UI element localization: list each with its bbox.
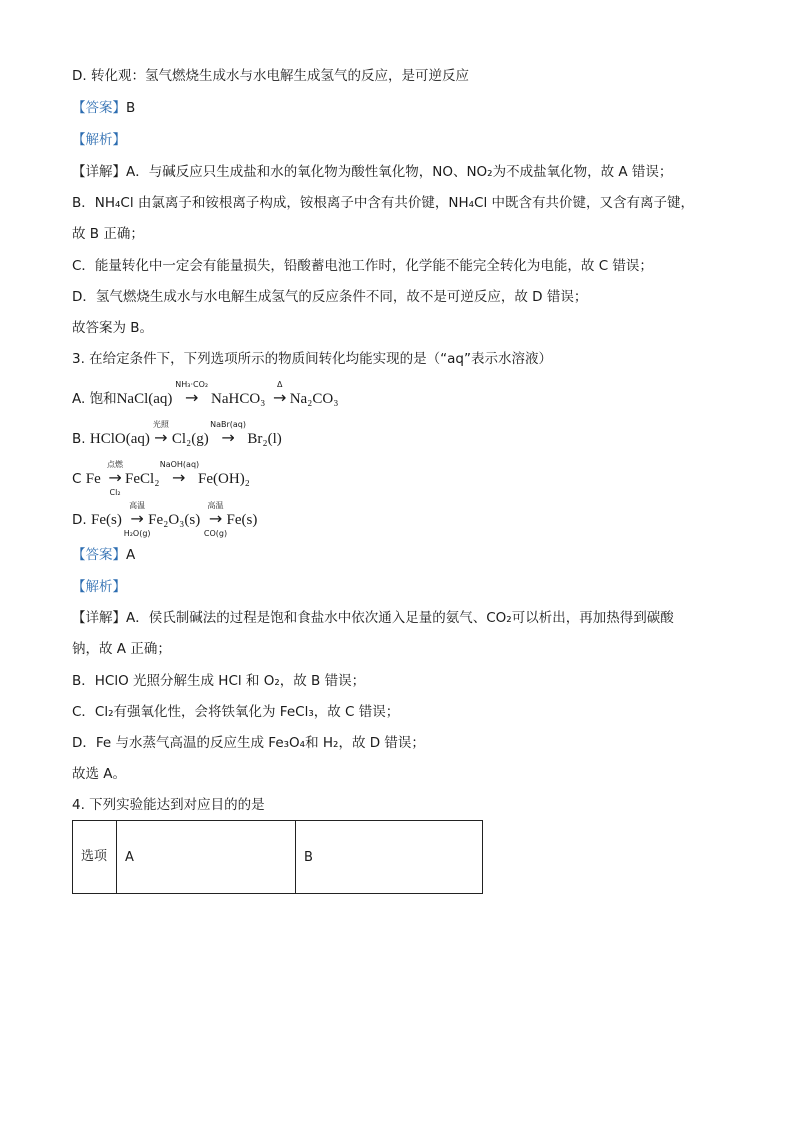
q3-answer: [72, 545, 135, 565]
answer-value: B: [126, 100, 136, 116]
condition-1: 点燃: [107, 460, 124, 469]
q3-explain-d: D．Fe 与水蒸气高温的反应生成 Fe₃O₄和 H₂，故 D 错误；: [72, 735, 425, 751]
species-2: FeCl₂: [125, 471, 160, 487]
arrow-1: 高温 → H₂O(g): [126, 509, 148, 530]
q2-conclusion: 故答案为 B。: [72, 320, 154, 336]
arrow-1: 点燃 → Cl₂: [105, 468, 125, 489]
condition-2-below: CO(g): [203, 529, 228, 538]
table-row: [73, 821, 483, 894]
q3-option-b: [72, 420, 282, 449]
species-3: Na₂CO₃: [289, 391, 339, 407]
condition-1: 光照: [152, 420, 169, 429]
option-label: C: [72, 471, 82, 487]
q2-analysis-label: 【解析】: [72, 132, 126, 148]
detail-label: 【详解】: [72, 610, 126, 626]
condition-1-below: H₂O(g): [123, 529, 151, 538]
arrow-2: NaOH(aq) →: [164, 468, 194, 489]
species-1: NaCl(aq): [116, 391, 173, 407]
q3-explain-a-cont: 钠，故 A 正确；: [72, 641, 171, 657]
condition-2: 高温: [207, 501, 224, 510]
answer-label: 【答案】: [72, 547, 126, 563]
species-3: Br₂(l): [247, 431, 282, 447]
q4-stem: 4. 下列实验能达到对应目的的是: [72, 797, 265, 813]
q3-option-a: [72, 380, 339, 409]
table-header-a: A: [117, 821, 296, 894]
detail-label: 【详解】: [72, 164, 126, 180]
explain-text: A．与碱反应只生成盐和水的氧化物为酸性氧化物，NO、NO₂为不成盐氧化物，故 A 错误；: [126, 164, 673, 180]
q2-answer: [72, 98, 135, 118]
condition-2: NaOH(aq): [159, 460, 200, 469]
condition-1: 高温: [129, 501, 146, 510]
species-1: Fe: [85, 471, 101, 487]
arrow-2: Δ →: [270, 388, 290, 409]
species-3: Fe(s): [226, 512, 258, 528]
q3-conclusion: 故选 A。: [72, 766, 127, 782]
table-header-b: B: [296, 821, 483, 894]
arrow-2: 高温 → CO(g): [205, 509, 227, 530]
condition-1-below: Cl₂: [109, 488, 121, 497]
option-label: B.: [72, 431, 86, 447]
option-prefix: 饱和: [89, 391, 117, 407]
q2-option-d: D. 转化观：氢气燃烧生成水与水电解生成氢气的反应，是可逆反应: [72, 68, 469, 84]
q3-explain-c: C．Cl₂有强氧化性，会将铁氧化为 FeCl₃，故 C 错误；: [72, 704, 400, 720]
arrow-2: NaBr(aq) →: [213, 428, 243, 449]
species-2: Cl₂(g): [171, 431, 209, 447]
condition-1: NH₃·CO₂: [175, 380, 209, 389]
q2-explain-d: D．氢气燃烧生成水与水电解生成氢气的反应条件不同，故不是可逆反应，故 D 错误；: [72, 289, 588, 305]
q3-explain-b: B．HClO 光照分解生成 HCl 和 O₂，故 B 错误；: [72, 673, 366, 689]
arrow-1: 光照 →: [150, 428, 172, 449]
q3-analysis-label: 【解析】: [72, 579, 126, 595]
q4-options-table: [72, 820, 483, 894]
q3-stem: 3. 在给定条件下，下列选项所示的物质间转化均能实现的是（“aq”表示水溶液）: [72, 351, 553, 367]
species-2: Fe₂O₃(s): [148, 512, 201, 528]
species-2: NaHCO₃: [211, 391, 266, 407]
species-1: HClO(aq): [89, 431, 150, 447]
q3-option-c: [72, 460, 250, 497]
q2-explain-b-cont: 故 B 正确；: [72, 226, 144, 242]
table-header-option: 选项: [73, 821, 117, 894]
explain-text: A．侯氏制碱法的过程是饱和食盐水中依次通入足量的氨气、CO₂可以析出，再加热得到碳酸: [126, 610, 674, 626]
q3-explain-a: [72, 608, 674, 628]
q3-option-d: [72, 501, 258, 538]
arrow-1: NH₃·CO₂ →: [177, 388, 207, 409]
species-3: Fe(OH)₂: [198, 471, 250, 487]
q2-explain-b: B．NH₄Cl 由氯离子和铵根离子构成，铵根离子中含有共价键，NH₄Cl 中既含有共价键，又含有离子键，: [72, 195, 695, 211]
condition-2: NaBr(aq): [210, 420, 246, 429]
q2-explain-a: [72, 162, 672, 182]
answer-value: A: [126, 547, 136, 563]
condition-2: Δ: [276, 380, 283, 389]
option-label: A.: [72, 391, 86, 407]
option-label: D.: [72, 512, 87, 528]
species-1: Fe(s): [90, 512, 122, 528]
answer-label: 【答案】: [72, 100, 126, 116]
q2-explain-c: C．能量转化中一定会有能量损失，铅酸蓄电池工作时，化学能不能完全转化为电能，故 C 错误；: [72, 258, 653, 274]
